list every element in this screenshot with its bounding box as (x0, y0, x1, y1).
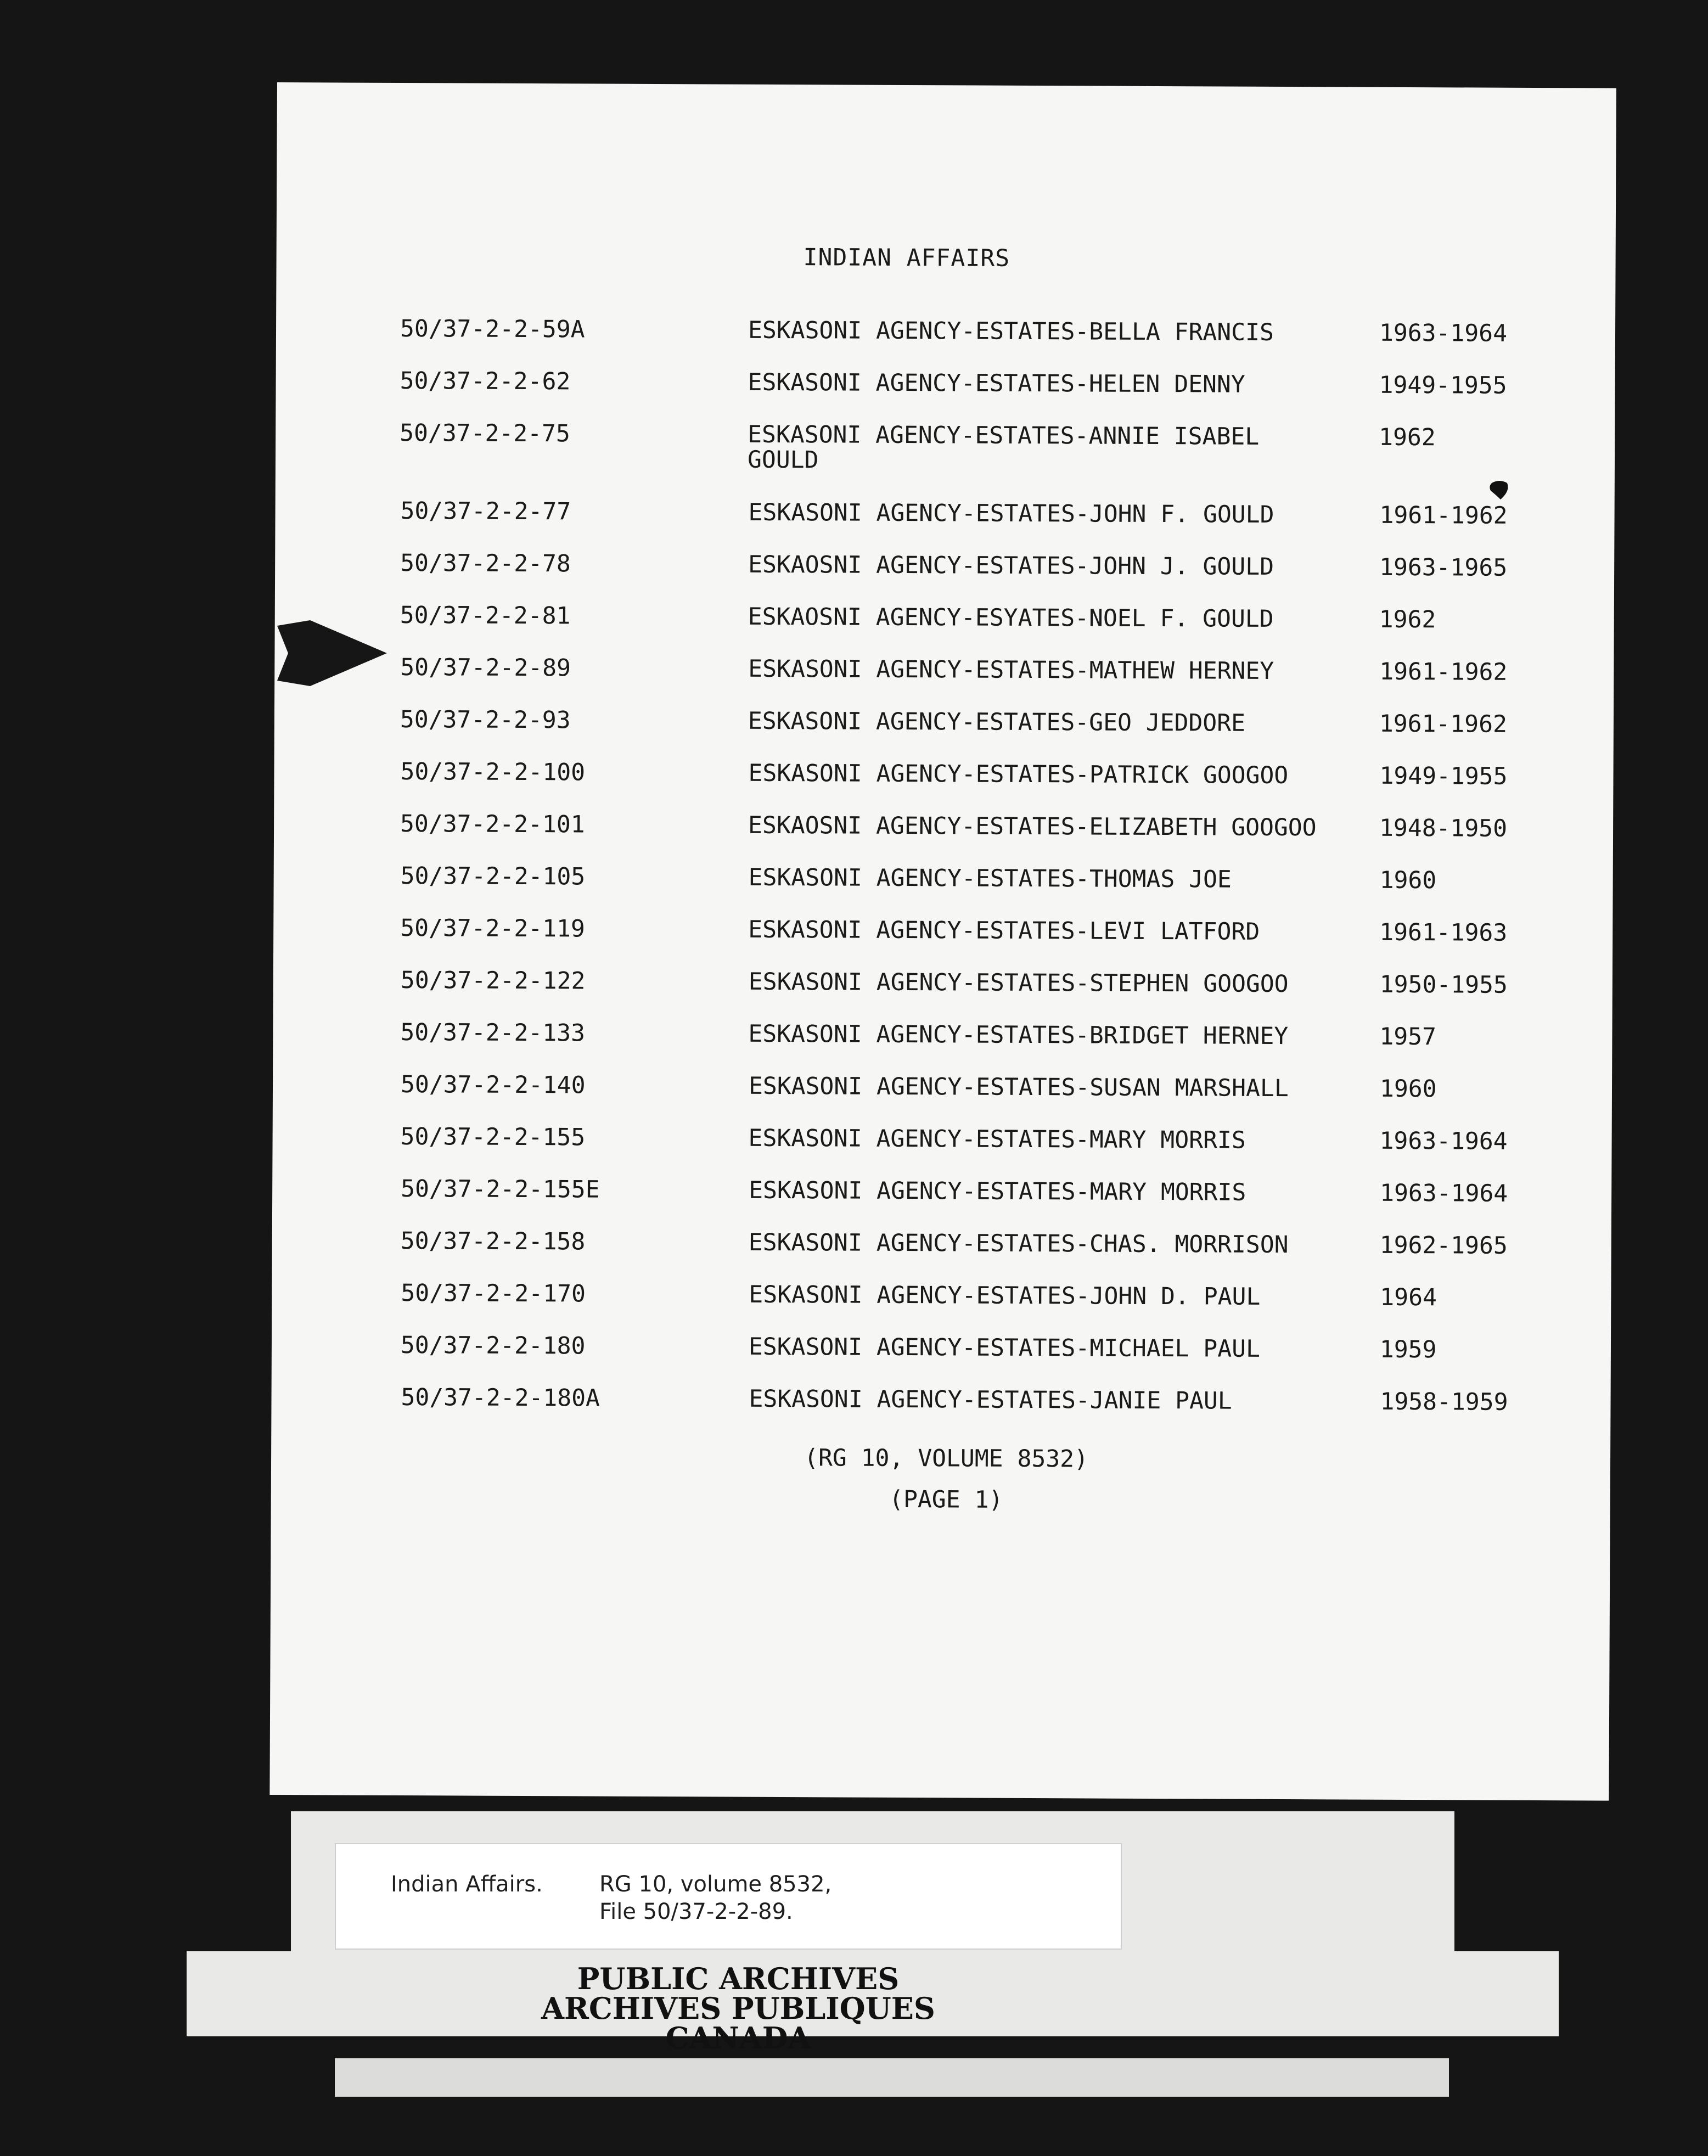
file-row (277, 1384, 1616, 1416)
file-dates: 1949-1955 (1379, 762, 1508, 790)
file-row (277, 1279, 1616, 1312)
document-page (269, 82, 1616, 1801)
file-title: ESKASONI AGENCY-ESTATES-JANIE PAUL (749, 1385, 1232, 1415)
pointer-arrow-icon (277, 604, 387, 703)
card-notch-right (1454, 1811, 1559, 1951)
file-row (276, 810, 1615, 843)
file-dates: 1963-1964 (1379, 319, 1508, 347)
file-number: 50/37-2-2-155 (400, 1122, 586, 1152)
file-dates: 1963-1965 (1379, 553, 1508, 582)
file-title: ESKASONI AGENCY-ESTATES-MATHEW HERNEY (748, 655, 1274, 685)
file-title: ESKASONI AGENCY-ESTATES-JOHN D. PAUL (749, 1281, 1261, 1311)
file-dates: 1957 (1379, 1023, 1437, 1051)
file-dates: 1961-1962 (1379, 501, 1508, 530)
file-row (276, 419, 1615, 474)
file-dates: 1961-1963 (1379, 918, 1508, 947)
file-title: ESKASONI AGENCY-ESTATES-BELLA FRANCIS (748, 316, 1274, 346)
source-reference (754, 1438, 1139, 1521)
stamp-line-public-archives: PUBLIC ARCHIVES (577, 1961, 900, 1996)
file-number: 50/37-2-2-180A (401, 1384, 600, 1412)
file-title: ESKASONI AGENCY-ESTATES-SUSAN MARSHALL (748, 1072, 1289, 1103)
label-agency: Indian Affairs. (391, 1872, 543, 1897)
file-title: ESKAOSNI AGENCY-ESYATES-NOEL F. GOULD (748, 603, 1274, 633)
label-volume: RG 10, volume 8532, (599, 1872, 832, 1897)
file-dates: 1961-1962 (1379, 658, 1508, 686)
file-number: 50/37-2-2-78 (400, 549, 571, 578)
file-title: ESKASONI AGENCY-ESTATES-MICHAEL PAUL (748, 1333, 1261, 1363)
file-number: 50/37-2-2-81 (400, 601, 571, 630)
file-number: 50/37-2-2-77 (400, 497, 571, 526)
file-row (277, 757, 1616, 790)
card-bottom-strip (335, 2058, 1449, 2097)
file-title: ESKASONI AGENCY-ESTATES-JOHN F. GOULD (748, 498, 1274, 529)
file-number: 50/37-2-2-140 (400, 1070, 586, 1099)
file-row (277, 862, 1616, 895)
page-number: (PAGE 1) (889, 1485, 1003, 1514)
file-number: 50/37-2-2-133 (400, 1018, 586, 1047)
file-number: 50/37-2-2-62 (400, 367, 571, 396)
file-number: 50/37-2-2-158 (400, 1227, 586, 1256)
reference-label (335, 1843, 1122, 1950)
file-row (276, 914, 1615, 947)
file-title: ESKASONI AGENCY-ESTATES-LEVI LATFORD (748, 916, 1260, 946)
file-number: 50/37-2-2-75 (400, 419, 570, 448)
stamp-line-archives-publiques: ARCHIVES PUBLIQUES (541, 1991, 935, 2026)
volume-line: (RG 10, VOLUME 8532) (804, 1444, 1089, 1473)
file-dates: 1962-1965 (1379, 1231, 1508, 1260)
file-row (276, 705, 1615, 738)
file-row (276, 367, 1615, 400)
archives-stamp (477, 1961, 999, 2056)
file-title: ESKASONI AGENCY-ESTATES-MARY MORRIS (748, 1124, 1246, 1154)
file-dates: 1963-1964 (1380, 1179, 1508, 1208)
file-row (277, 1332, 1616, 1364)
file-title: ESKASONI AGENCY-ESTATES-BRIDGET HERNEY (748, 1020, 1289, 1051)
file-list (269, 82, 1616, 1801)
file-dates: 1961-1962 (1379, 710, 1508, 738)
file-dates: 1964 (1380, 1283, 1437, 1312)
file-row (277, 1227, 1616, 1260)
file-row (277, 497, 1616, 530)
file-row (276, 549, 1615, 582)
file-number: 50/37-2-2-155E (401, 1175, 600, 1204)
file-row (277, 1175, 1616, 1208)
file-number: 50/37-2-2-89 (400, 653, 571, 682)
card-notch-left (187, 1811, 291, 1951)
file-number: 50/37-2-2-119 (400, 914, 585, 943)
file-title: ESKASONI AGENCY-ESTATES-STEPHEN GOOGOO (748, 968, 1289, 998)
file-row (277, 1018, 1616, 1051)
file-title: ESKAOSNI AGENCY-ESTATES-ELIZABETH GOOGOO (748, 811, 1317, 842)
file-dates: 1949-1955 (1379, 371, 1507, 400)
file-number: 50/37-2-2-105 (400, 862, 586, 891)
file-dates: 1960 (1379, 1075, 1437, 1103)
file-row (276, 315, 1615, 347)
file-number: 50/37-2-2-122 (400, 966, 586, 995)
file-title: ESKASONI AGENCY-ESTATES-THOMAS JOE (748, 863, 1232, 894)
file-dates: 1950-1955 (1379, 970, 1508, 999)
file-title: ESKASONI AGENCY-ESTATES-ANNIE ISABEL GOULD (747, 420, 1260, 474)
file-title: ESKASONI AGENCY-ESTATES-CHAS. MORRISON (748, 1228, 1289, 1259)
file-row (277, 1122, 1616, 1155)
file-dates: 1948-1950 (1379, 814, 1508, 843)
file-row (276, 601, 1615, 634)
file-row (277, 1070, 1616, 1103)
file-title: ESKASONI AGENCY-ESTATES-MARY MORRIS (749, 1176, 1246, 1206)
file-title: ESKASONI AGENCY-ESTATES-GEO JEDDORE (748, 707, 1246, 737)
file-number: 50/37-2-2-100 (400, 757, 586, 787)
ink-blot-icon (1488, 479, 1510, 501)
file-number: 50/37-2-2-59A (400, 315, 585, 344)
file-title: ESKAOSNI AGENCY-ESTATES-JOHN J. GOULD (748, 551, 1274, 581)
file-number: 50/37-2-2-170 (401, 1279, 586, 1308)
file-dates: 1962 (1379, 605, 1436, 634)
file-dates: 1963-1964 (1379, 1127, 1508, 1155)
file-row (276, 653, 1615, 686)
file-title: ESKASONI AGENCY-ESTATES-PATRICK GOOGOO (748, 759, 1289, 790)
stamp-line-canada: CANADA (665, 2020, 811, 2056)
file-dates: 1958-1959 (1380, 1388, 1508, 1416)
file-number: 50/37-2-2-180 (400, 1332, 586, 1360)
page-heading: INDIAN AFFAIRS (803, 244, 1010, 272)
file-dates: 1960 (1379, 866, 1437, 895)
file-dates: 1962 (1379, 423, 1436, 452)
file-title: ESKASONI AGENCY-ESTATES-HELEN DENNY (748, 368, 1245, 398)
label-file: File 50/37-2-2-89. (599, 1899, 793, 1924)
file-dates: 1959 (1379, 1335, 1437, 1364)
file-number: 50/37-2-2-101 (400, 810, 585, 839)
file-number: 50/37-2-2-93 (400, 705, 571, 734)
file-row (277, 966, 1616, 999)
